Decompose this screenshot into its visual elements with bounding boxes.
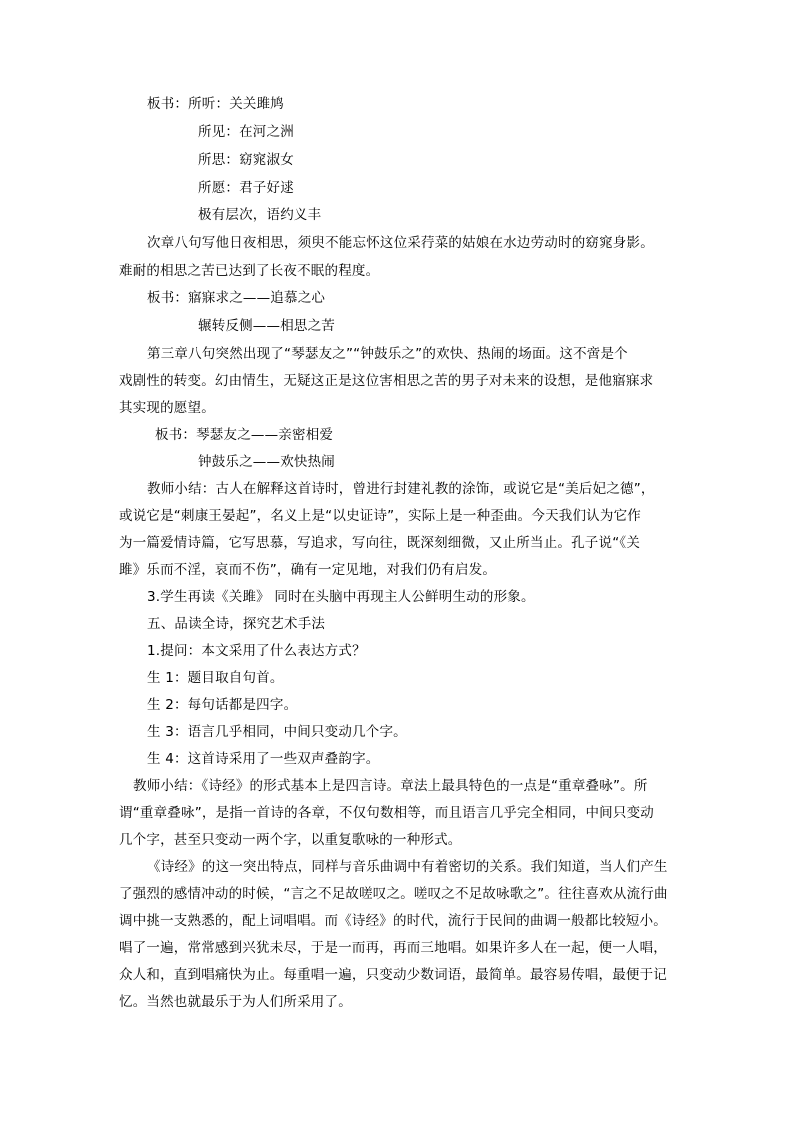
question-line: 1.提问：本文采用了什么表达方式？: [147, 643, 366, 659]
board-note-wish: 所愿：君子好逑: [198, 180, 294, 196]
paragraph-line: 调中挑一支熟悉的，配上词唱唱。而《诗经》的时代，流行于民间的曲调一般都比较短小。: [119, 913, 667, 929]
teacher-summary-line: 雎》乐而不淫，哀而不伤”，确有一定见地，对我们仍有启发。: [119, 562, 497, 578]
paragraph-line: 第三章八句突然出现了“琴瑟友之”“钟鼓乐之”的欢快、热闹的场面。这不啻是个: [147, 346, 628, 362]
teacher-summary-line: 谓“重章叠咏”，是指一首诗的各章，不仅句数相等，而且语言几乎完全相同，中间只变动: [119, 805, 654, 821]
board-note-thought: 所思：窈窕淑女: [198, 152, 294, 168]
step-reread: 3.学生再读《关雎》 同时在头脑中再现主人公鲜明生动的形象。: [147, 589, 535, 605]
teacher-summary-line: 教师小结：古人在解释这首诗时，曾进行封建礼教的涂饰，或说它是“美后妃之德”，: [147, 481, 655, 497]
student-answer: 生 2：每句话都是四字。: [147, 697, 298, 713]
board-note-sleepless: 辗转反侧——相思之苦: [198, 318, 335, 334]
paragraph-line: 其实现的愿望。: [119, 400, 215, 416]
board-note-longing: 板书：寤寐求之——追慕之心: [147, 290, 326, 306]
paragraph-line: 唱了一遍，常常感到兴犹未尽，于是一而再，再而三地唱。如果许多人在一起，便一人唱，: [119, 940, 667, 956]
paragraph-line: 忆。当然也就最乐于为人们所采用了。: [119, 994, 352, 1010]
paragraph-line: 众人和，直到唱痛快为止。每重唱一遍，只变动少数词语，最简单。最容易传唱，最便于记: [119, 967, 667, 983]
paragraph-line: 难耐的相思之苦已达到了长夜不眠的程度。: [119, 263, 380, 279]
section-heading: 五、品读全诗，探究艺术手法: [147, 616, 326, 632]
board-note-heard: 板书：所听：关关雎鸠: [147, 96, 284, 112]
board-note-summary: 极有层次，语约义丰: [198, 207, 322, 223]
teacher-summary-line: 或说它是“刺康王晏起”，名义上是“以史证诗”，实际上是一种歪曲。今天我们认为它作: [119, 508, 641, 524]
paragraph-line: 戏剧性的转变。幻由情生，无疑这正是这位害相思之苦的男子对未来的设想，是他寤寐求: [119, 373, 654, 389]
student-answer: 生 1：题目取自句首。: [147, 670, 284, 686]
teacher-summary-line: 几个字，甚至只变动一两个字，以重复歌咏的一种形式。: [119, 832, 462, 848]
student-answer: 生 4：这首诗采用了一些双声叠韵字。: [147, 751, 380, 767]
teacher-summary-line: 教师小结：《诗经》的形式基本上是四言诗。章法上最具特色的一点是“重章叠咏”。所: [133, 778, 648, 794]
teacher-summary-line: 为一篇爱情诗篇，它写思慕，写追求，写向往，既深刻细微，又止所当止。孔子说“《关: [119, 535, 641, 551]
student-answer: 生 3：语言几乎相同，中间只变动几个字。: [147, 724, 407, 740]
board-note-qinse: 板书：琴瑟友之——亲密相爱: [155, 427, 334, 443]
paragraph-line: 次章八句写他日夜相思，须臾不能忘怀这位采荇菜的姑娘在水边劳动时的窈窕身影。: [147, 235, 654, 251]
board-note-seen: 所见：在河之洲: [198, 124, 294, 140]
paragraph-line: 了强烈的感情冲动的时候，“言之不足故嗟叹之。嗟叹之不足故咏歌之”。往往喜欢从流行曲: [119, 886, 668, 902]
board-note-zhonggu: 钟鼓乐之——欢快热闹: [198, 454, 335, 470]
paragraph-line: 《诗经》的这一突出特点，同样与音乐曲调中有着密切的关系。我们知道，当人们产生: [147, 859, 668, 875]
